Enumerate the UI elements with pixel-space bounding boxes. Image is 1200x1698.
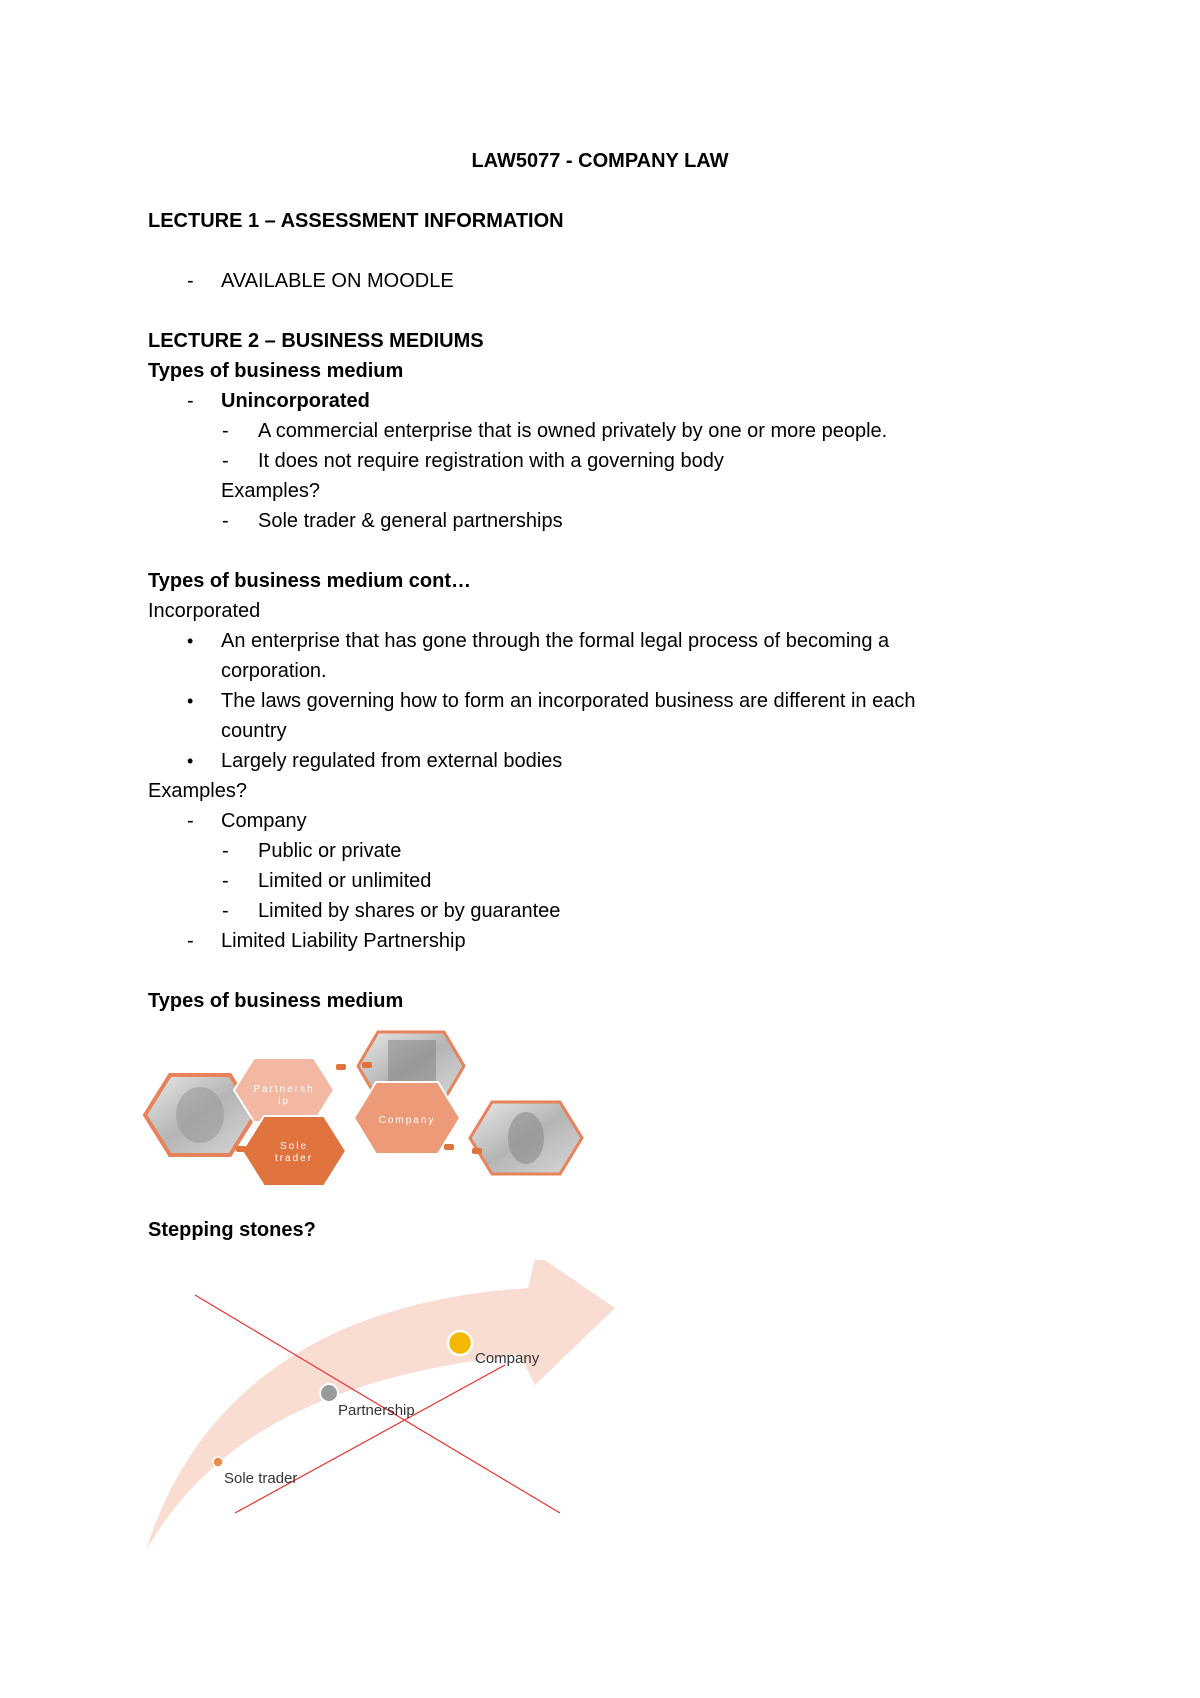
unincorporated-example: Sole trader & general partnerships bbox=[258, 510, 563, 532]
examples-label-2: Examples? bbox=[148, 780, 247, 802]
company-label: Company bbox=[221, 810, 307, 832]
dash-marker: - bbox=[187, 390, 194, 412]
unincorporated-point-1: A commercial enterprise that is owned privately by one or more people. bbox=[258, 420, 888, 442]
examples-label: Examples? bbox=[221, 480, 320, 502]
incorporated-label: Incorporated bbox=[148, 600, 261, 622]
hex-tab-marker bbox=[336, 1064, 346, 1070]
company-hex-label: Company bbox=[378, 1115, 436, 1126]
hex-tab-marker bbox=[236, 1146, 246, 1152]
partnership-hex-label-2: ip bbox=[278, 1096, 290, 1107]
dash-marker: - bbox=[222, 510, 229, 532]
hex-tab-marker bbox=[472, 1148, 482, 1154]
lecture1-heading: LECTURE 1 – ASSESSMENT INFORMATION bbox=[148, 210, 564, 232]
hex-tab-marker bbox=[362, 1062, 372, 1068]
portrait-photo bbox=[176, 1087, 224, 1143]
company-subitem-2: Limited or unlimited bbox=[258, 870, 432, 892]
lecture1-item: AVAILABLE ON MOODLE bbox=[221, 270, 454, 292]
bullet-marker: • bbox=[187, 691, 194, 711]
group-photo bbox=[388, 1040, 436, 1084]
business-medium-hex-diagram bbox=[140, 1030, 610, 1190]
document-title: LAW5077 - COMPANY LAW bbox=[471, 150, 729, 172]
figure-photo bbox=[508, 1112, 544, 1164]
unincorporated-label: Unincorporated bbox=[221, 390, 370, 412]
stone-label-company: Company bbox=[475, 1350, 540, 1367]
incorporated-bullet-2: The laws governing how to form an incorporated business are different in each bbox=[221, 690, 916, 712]
dash-marker: - bbox=[222, 840, 229, 862]
bullet-marker: • bbox=[187, 751, 194, 771]
dash-marker: - bbox=[222, 450, 229, 472]
section4-heading: Stepping stones? bbox=[148, 1219, 316, 1241]
stone-label-partnership: Partnership bbox=[338, 1402, 415, 1419]
sole-trader-hex-label: Sole bbox=[279, 1141, 309, 1152]
company-dot bbox=[448, 1331, 472, 1355]
stone-label-sole-trader: Sole trader bbox=[224, 1470, 298, 1487]
sole-trader-dot bbox=[213, 1457, 223, 1467]
dash-marker: - bbox=[187, 810, 194, 832]
dash-marker: - bbox=[187, 270, 194, 292]
incorporated-bullet-1-cont: corporation. bbox=[221, 660, 327, 682]
llp-label: Limited Liability Partnership bbox=[221, 930, 466, 952]
dash-marker: - bbox=[222, 870, 229, 892]
partnership-dot bbox=[320, 1384, 338, 1402]
stepping-stones-diagram bbox=[140, 1260, 620, 1560]
company-subitem-3: Limited by shares or by guarantee bbox=[258, 900, 561, 922]
sole-trader-hex-label-2: trader bbox=[274, 1153, 314, 1164]
dash-marker: - bbox=[222, 420, 229, 442]
dash-marker: - bbox=[187, 930, 194, 952]
company-subitem-1: Public or private bbox=[258, 840, 402, 862]
incorporated-bullet-2-cont: country bbox=[221, 720, 287, 742]
section1-heading: Types of business medium bbox=[148, 360, 404, 382]
section3-heading: Types of business medium bbox=[148, 990, 404, 1012]
section2-heading: Types of business medium cont… bbox=[148, 570, 472, 592]
incorporated-bullet-3: Largely regulated from external bodies bbox=[221, 750, 563, 772]
unincorporated-point-2: It does not require registration with a governing body bbox=[258, 450, 724, 472]
lecture2-heading: LECTURE 2 – BUSINESS MEDIUMS bbox=[148, 330, 484, 352]
hex-tab-marker bbox=[257, 1150, 267, 1156]
partnership-hex-label: Partnersh bbox=[253, 1084, 315, 1095]
dash-marker: - bbox=[222, 900, 229, 922]
bullet-marker: • bbox=[187, 631, 194, 651]
incorporated-bullet-1: An enterprise that has gone through the formal legal process of becoming a bbox=[221, 630, 890, 652]
hex-tab-marker bbox=[444, 1144, 454, 1150]
